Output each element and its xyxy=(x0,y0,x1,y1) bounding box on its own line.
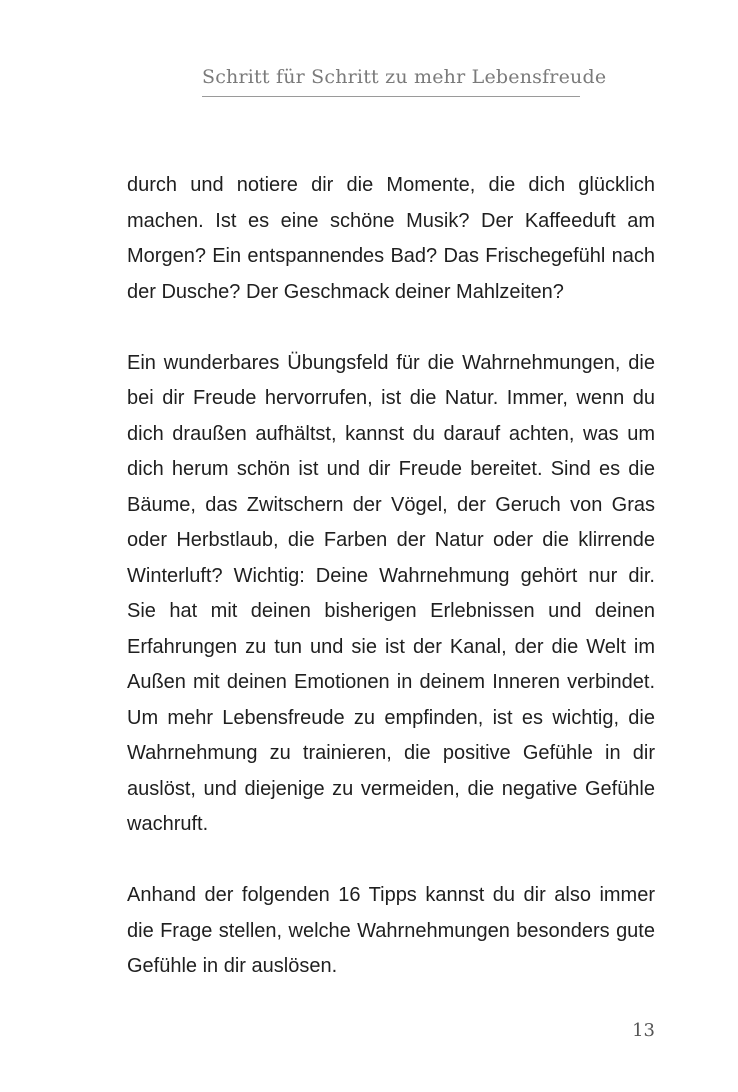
page-number: 13 xyxy=(632,1020,655,1041)
paragraph: Ein wunderbares Übungsfeld für die Wahrnehmungen, die bei dir Freude hervorrufen, ist die Natur. Immer, wenn du dich draußen aufhältst, kannst du darauf achten, was um dich herum schön ist und dir Freude bereitet. Sind es die Bäume, das Zwitschern der Vögel, der Geruch von Gras oder Herbstlaub, die Farben der Natur oder die klirrende Winterluft? Wichtig: Deine Wahrnehmung gehört nur dir. Sie hat mit deinen bisherigen Erlebnissen und deinen Erfahrungen zu tun und sie ist der Kanal, der die Welt im Außen mit deinen Emotionen in deinem Inneren verbindet. Um mehr Lebensfreude zu empfinden, ist es wichtig, die Wahrnehmung zu trainieren, die positive Gefühle in dir auslöst, und diejenige zu vermeiden, die negative Gefühle wachruft. xyxy=(127,351,655,835)
paragraph: Anhand der folgenden 16 Tipps kannst du dir also immer die Frage stellen, welche Wahrnehmungen besonders gute Gefühle in dir auslösen. xyxy=(127,884,655,977)
paragraph: durch und notiere dir die Momente, die dich glücklich machen. Ist es eine schöne Musik? Der Kaffeeduft am Morgen? Ein entspannendes Bad? Das Frischegefühl nach der Dusche? Der Geschmack deiner Mahlzeiten? xyxy=(127,174,655,303)
body-text xyxy=(127,168,655,985)
running-title: Schritt für Schritt zu mehr Lebensfreude xyxy=(202,66,580,97)
